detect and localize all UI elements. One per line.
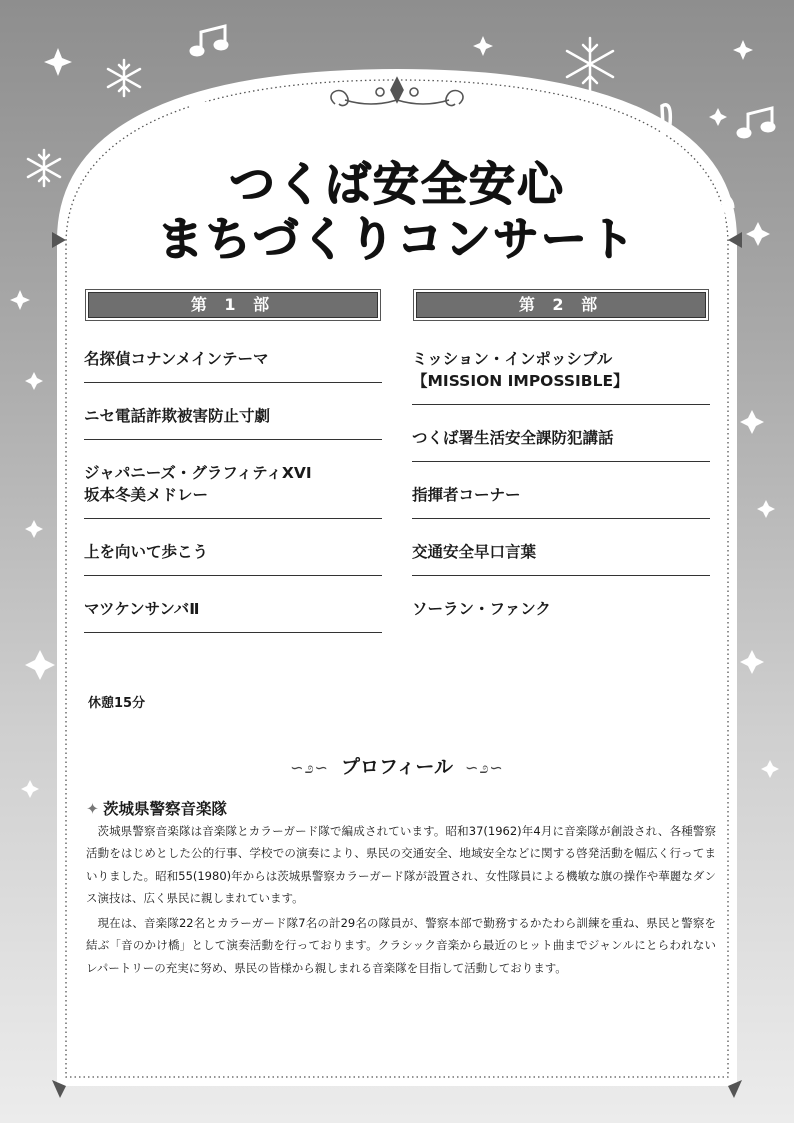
program-item: 名探偵コナンメインテーマ [84,348,382,383]
band-name-heading [86,797,227,819]
program-item: 上を向いて歩こう [84,541,382,576]
sparkle-bullet-icon: ✦ [86,800,99,818]
program-item: 指揮者コーナー [412,484,710,519]
program-item: ニセ電話詐欺被害防止寸劇 [84,405,382,440]
program-item: 交通安全早口言葉 [412,541,710,576]
program-item: つくば署生活安全課防犯講話 [412,427,710,462]
concert-title-line2: まちづくりコンサート [157,212,637,266]
program-item: マツケンサンバⅡ [84,598,382,633]
flourish-right-icon: ∽೨∽ [465,758,504,777]
program-item: ジャパニーズ・グラフィティXVI 坂本冬美メドレー [84,462,382,519]
part1-header: 第 1 部 [88,292,378,318]
concert-title-line1: つくば安全安心 [229,157,565,211]
program-item: ソーラン・ファンク [412,600,551,618]
program-item: ミッション・インポッシブル 【MISSION IMPOSSIBLE】 [412,348,710,405]
part2-column [412,292,710,654]
part1-column [84,292,382,655]
part2-header: 第 2 部 [416,292,706,318]
profile-paragraph-1: 茨城県警察音楽隊は音楽隊とカラーガード隊で編成されています。昭和37(1962)年4月に音楽隊が創設され、各種警察活動をはじめとした公的行事、学校での演奏により、県民の交通安全、地域安全などに関する啓発活動を幅広く行ってまいりました。昭和55(1980)年からは茨城県警察カラーガード隊が設置され、女性隊員による機敏な旗の操作や華麗なダンス演技は、広く県民に親しまれています。 [86,824,716,905]
band-name: 茨城県警察音楽隊 [103,800,228,818]
intermission-note: 休憩15分 [88,696,146,711]
profile-paragraph-2: 現在は、音楽隊22名とカラーガード隊7名の計29名の隊員が、警察本部で勤務するかたわら訓練を重ね、県民と警察を結ぶ「音のかけ橋」として演奏活動を行っております。クラシック音楽から最近のヒット曲までジャンルにとらわれないレパートリーの充実に努め、県民の皆様から親しまれる音楽隊を目指して活動しております。 [86,916,716,975]
flourish-left-icon: ∽೨∽ [290,758,329,777]
profile-heading [0,752,794,779]
profile-title-text: プロフィール [340,756,454,778]
